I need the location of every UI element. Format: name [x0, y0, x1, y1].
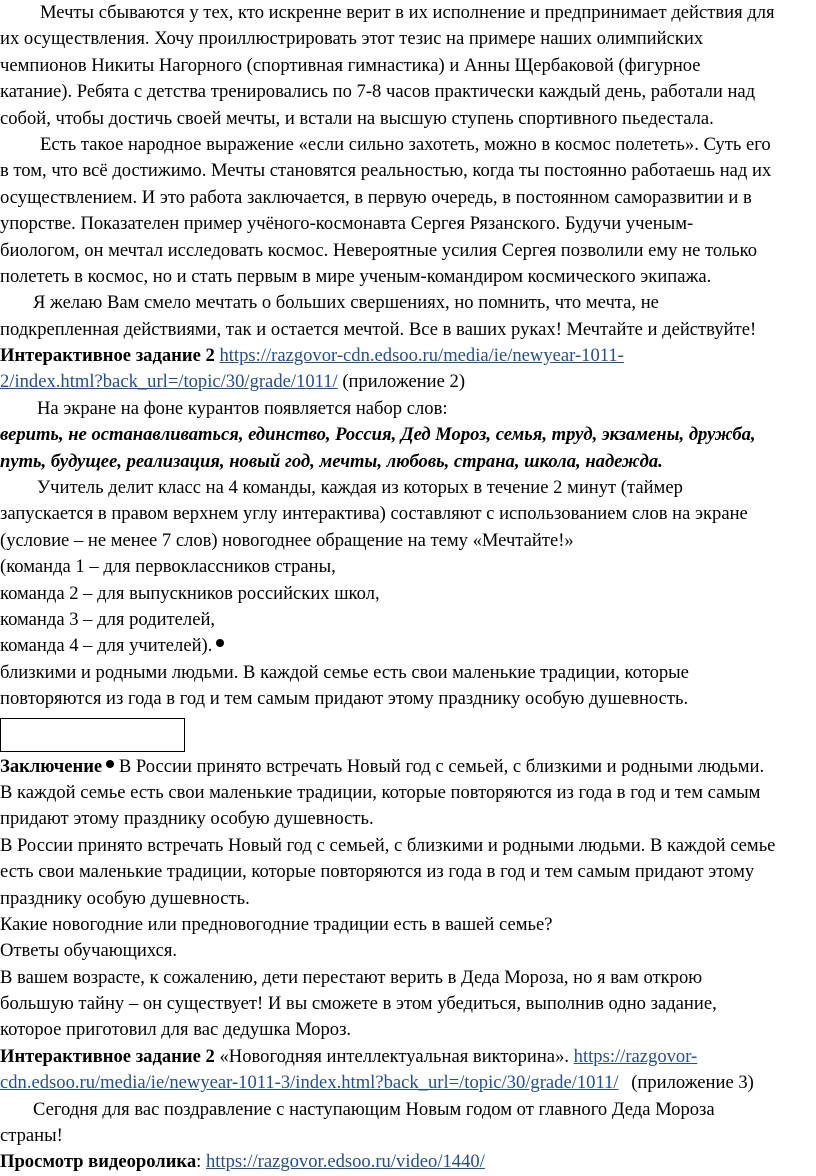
conclusion-section — [0, 754, 812, 833]
task-label: Интерактивное задание 2 — [0, 1045, 215, 1067]
conclusion-label: Заключение — [0, 755, 103, 777]
text-line: Мечты сбываются у тех, кто искренне верит в их исполнение и предпринимает действия для — [40, 2, 775, 23]
text-line: В вашем возрасте, к сожалению, дети перестают верить в Деда Мороза, но я вам открою — [0, 966, 703, 988]
word-line: верить, не останавливаться, единство, Россия, Дед Мороз, семья, труд, экзамены, дружба, — [0, 424, 756, 446]
text-line: в том, что всё достижимо. Мечты становятся реальностью, когда ты постоянно работаешь над их — [0, 160, 772, 182]
video-link[interactable]: https://razgovor.edsoo.ru/video/1440/ — [205, 1151, 485, 1173]
paragraph-wish — [0, 290, 812, 343]
text-line: собой, чтобы достичь своей мечты, и встали на высшую ступень спортивного пьедестала. — [0, 107, 714, 129]
greeting-paragraph — [0, 1097, 812, 1150]
text-line: Есть такое народное выражение «если сильно захотеть, можно в космос полететь». Суть его — [40, 133, 771, 155]
team-line: команда 2 – для выпускников российских школ, — [0, 582, 380, 604]
repeat-paragraph — [0, 833, 812, 912]
text-line: запускается в правом верхнем углу интерактива) составляют с использованием слов на экране — [0, 503, 748, 525]
quiz-title: «Новогодняя интеллектуальная викторина». — [219, 1045, 570, 1067]
teams-paragraph — [0, 475, 812, 660]
text-line: В каждой семье есть свои маленькие традиции, которые повторяются из года в год и тем самым — [0, 781, 761, 803]
word-set — [0, 422, 812, 475]
video-label: Просмотр видеоролика — [0, 1151, 197, 1173]
text-line: чемпионов Никиты Нагорного (спортивная гимнастика) и Анны Щербаковой (фигурное — [0, 54, 701, 76]
tradition-fragment — [0, 660, 812, 713]
bullet-icon — [106, 760, 114, 768]
bullet-icon — [216, 639, 224, 647]
appendix-note: (приложение 2) — [342, 371, 466, 393]
word-line: путь, будущее, реализация, новый год, мечты, любовь, страна, школа, надежда. — [0, 450, 663, 472]
text-line: большую тайну – он существует! И вы сможете в этом убедиться, выполнив одно задание, — [0, 993, 717, 1015]
empty-frame — [0, 718, 185, 752]
task-link-continued[interactable]: cdn.edsoo.ru/media/ie/newyear-1011-3/index.html?back_url=/topic/30/grade/1011/ — [0, 1072, 619, 1094]
text-line: подкрепленная действиями, так и остается мечтой. Все в ваших руках! Мечтайте и действуйте! — [0, 318, 757, 340]
text-line: Я желаю Вам смело мечтать о больших свершениях, но помнить, что мечта, не — [33, 292, 659, 314]
text-line: полететь в космос, но и стать первым в мире ученым-командиром космического экипажа. — [0, 265, 712, 287]
text-line: осуществлением. И это работа заключается, в первую очередь, в постоянном саморазвитии и в — [0, 186, 752, 208]
conclusion-text: В России принято встречать Новый год с семьей, с близкими и родными людьми. — [118, 755, 765, 777]
text-line: Учитель делит класс на 4 команды, каждая из которых в течение 2 минут (таймер — [37, 477, 683, 499]
text-line: придают этому празднику особую душевность. — [0, 808, 374, 830]
text-line: Сегодня для вас поздравление с наступающим Новым годом от главного Деда Мороза — [33, 1098, 715, 1120]
task-link[interactable]: https://razgovor-cdn.edsoo.ru/media/ie/newyear-1011- — [219, 345, 624, 367]
paragraph-dreams — [0, 0, 812, 132]
appendix-note: (приложение 3) — [631, 1072, 754, 1094]
text-line: (условие – не менее 7 слов) новогоднее обращение на тему «Мечтайте!» — [0, 529, 574, 551]
team-line: команда 3 – для родителей, — [0, 608, 216, 630]
clock-intro: На экране на фоне курантов появляется набор слов: — [37, 397, 448, 419]
team-line: команда 4 – для учителей). — [0, 635, 213, 657]
santa-paragraph — [0, 965, 812, 1044]
answers-line: Ответы обучающихся. — [0, 940, 178, 962]
text-line: упорстве. Показателен пример учёного-космонавта Сергея Рязанского. Будучи ученым- — [0, 213, 694, 235]
question-line: Какие новогодние или предновогодние традиции есть в вашей семье? — [0, 913, 553, 935]
text-line: В России принято встречать Новый год с семьей, с близкими и родными людьми. В каждой семье — [0, 834, 776, 856]
team-line: (команда 1 – для первоклассников страны, — [0, 556, 336, 578]
text-line: их осуществления. Хочу проиллюстрировать этот тезис на примере наших олимпийских — [0, 28, 704, 50]
text-line: празднику особую душевность. — [0, 887, 250, 909]
video-section — [0, 1149, 812, 1175]
text-line: страны! — [0, 1125, 63, 1147]
text-line: катание). Ребята с детства тренировались по 7-8 часов практически каждый день, работали над — [0, 81, 756, 103]
text-line: есть свои маленькие традиции, которые повторяются из года в год и тем самым придают этому — [0, 861, 755, 883]
text-line: повторяются из года в год и тем самым придают этому празднику особую душевность. — [0, 688, 689, 710]
video-colon: : — [196, 1151, 202, 1173]
task-label: Интерактивное задание 2 — [0, 345, 215, 367]
text-line: близкими и родными людьми. В каждой семье есть свои маленькие традиции, которые — [0, 661, 689, 683]
interactive-task-2 — [0, 343, 812, 396]
task-link-continued[interactable]: 2/index.html?back_url=/topic/30/grade/1011/ — [0, 371, 338, 393]
paragraph-space — [0, 132, 812, 290]
text-line: которое приготовил для вас дедушка Мороз. — [0, 1019, 352, 1041]
text-line: биологом, он мечтал исследовать космос. Невероятные усилия Сергея позволили ему не только — [0, 239, 758, 261]
interactive-task-quiz — [0, 1044, 812, 1097]
task-link[interactable]: https://razgovor- — [573, 1045, 698, 1067]
